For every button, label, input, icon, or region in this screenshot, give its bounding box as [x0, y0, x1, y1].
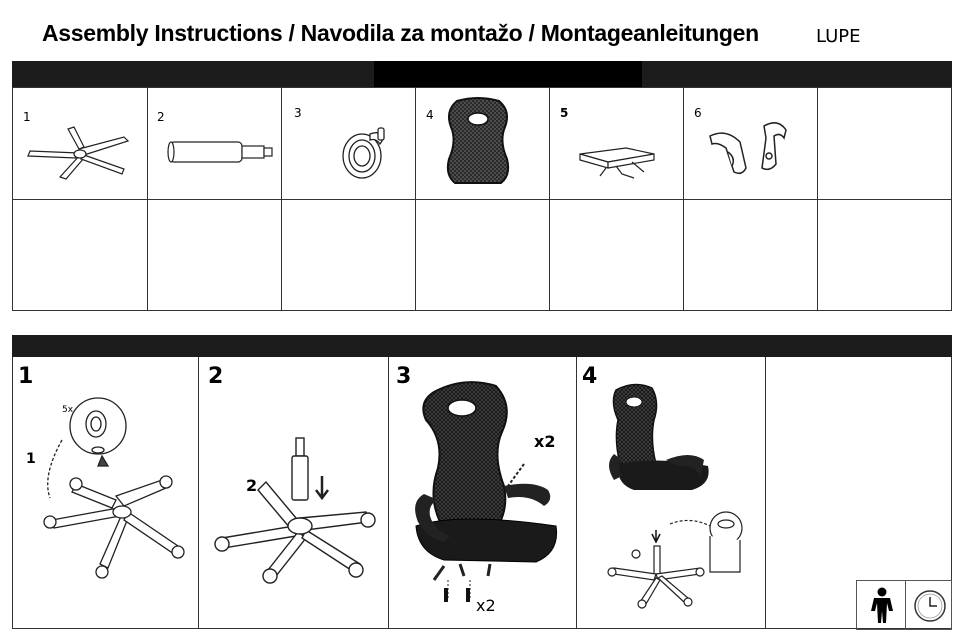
step4-seat-assembly-illustration — [600, 380, 760, 610]
clock-icon — [913, 589, 947, 623]
star-base-icon — [24, 125, 134, 181]
gas-cylinder-icon — [166, 138, 274, 166]
part-number: 2 — [157, 110, 165, 124]
step1-quantity-label: 5x — [62, 405, 74, 415]
mesh-backrest-icon — [441, 97, 515, 185]
parts-header-bar — [12, 61, 952, 87]
step-number: 4 — [582, 364, 598, 389]
person-icon — [869, 587, 895, 625]
step3-armrest-install-illustration — [404, 376, 564, 610]
part-number: 6 — [694, 106, 702, 120]
seat-mechanism-icon — [576, 144, 658, 182]
model-name: LUPE — [816, 26, 861, 47]
part-number: 1 — [23, 110, 31, 124]
armrest-pair-icon — [706, 118, 792, 180]
step1-caster-install-illustration — [36, 396, 186, 586]
step2-cylinder-install-illustration — [210, 434, 380, 586]
part-number: 5 — [560, 106, 569, 120]
parts-header-tab — [374, 61, 642, 87]
step-number: 2 — [208, 364, 224, 389]
step1-callout-label: 1 — [26, 451, 36, 467]
part-number: 3 — [294, 106, 302, 120]
step3-bolts-label: x2 — [476, 596, 496, 615]
page-title: Assembly Instructions / Navodila za montažo / Montageanleitungen — [42, 20, 759, 46]
assembly-info-icons — [856, 580, 952, 630]
steps-header-bar — [12, 335, 952, 357]
step-number: 3 — [396, 364, 412, 389]
caster-wheel-icon — [340, 124, 392, 182]
step2-callout-label: 2 — [246, 476, 258, 495]
part-number: 4 — [426, 108, 434, 122]
step-number: 1 — [18, 364, 34, 389]
step3-screws-label: x2 — [534, 432, 556, 451]
